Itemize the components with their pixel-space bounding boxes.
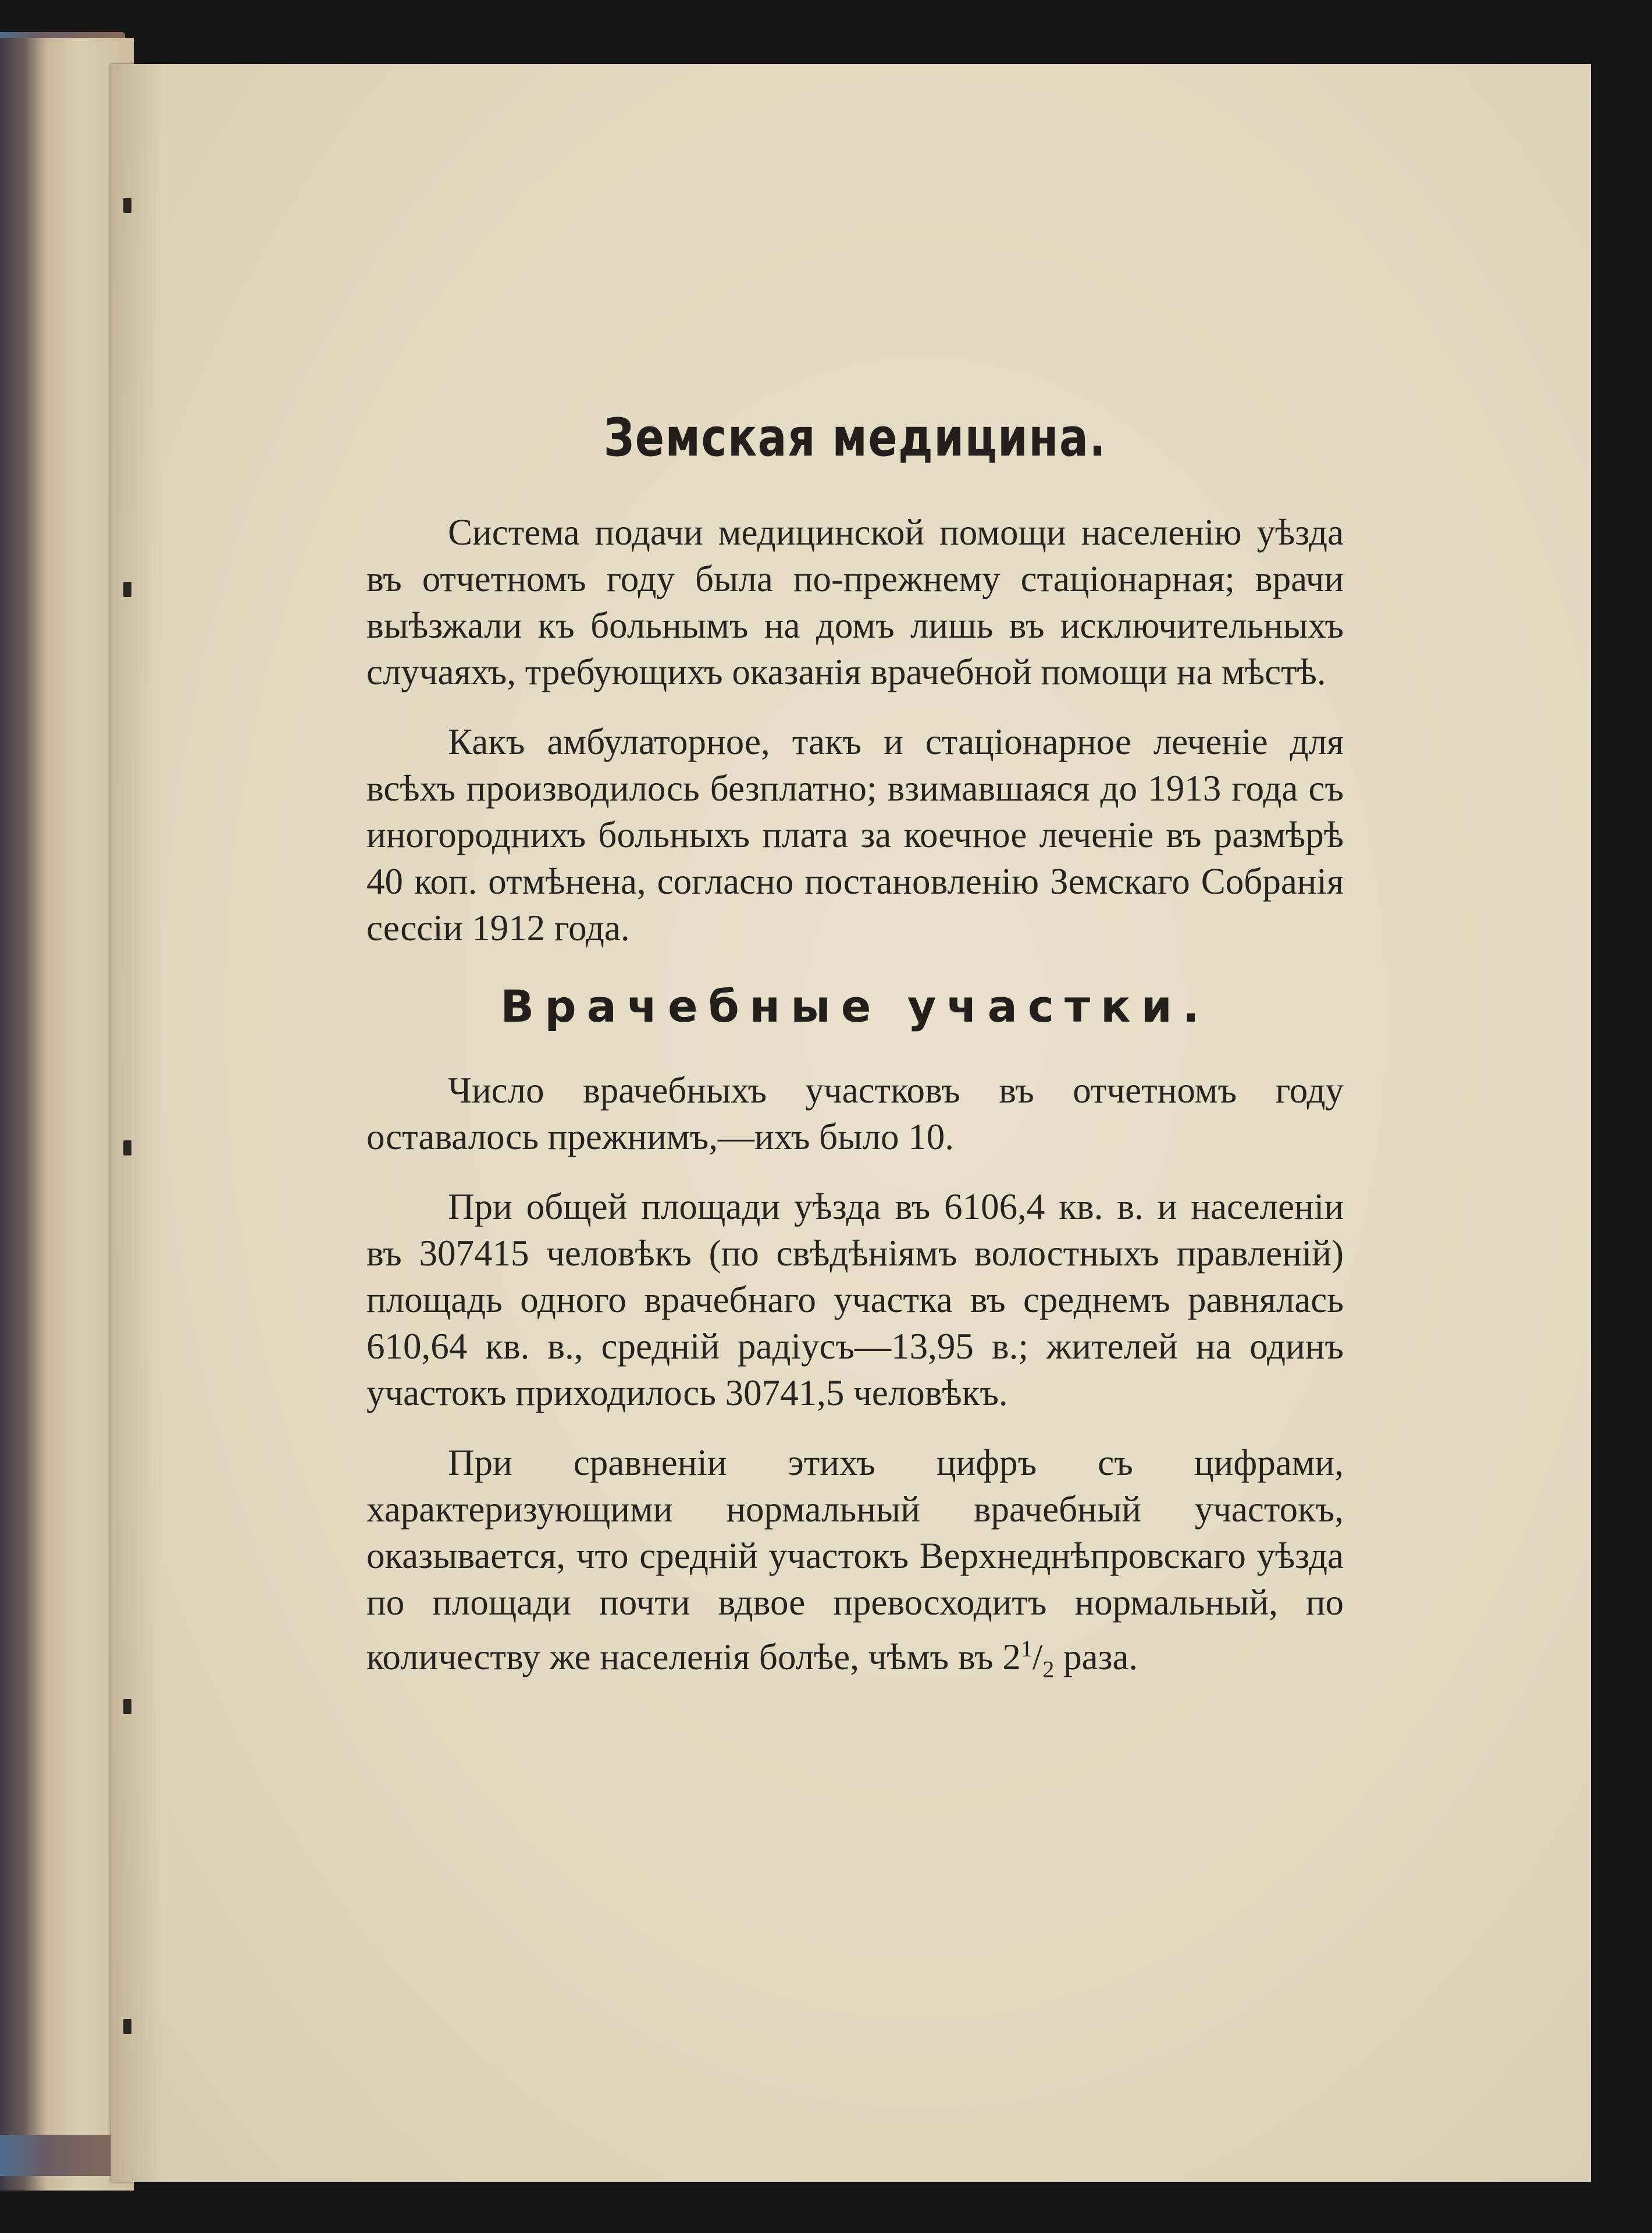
page-content [366,407,1344,1716]
paragraph-last: При сравненіи этихъ цифръ съ цифрами, характеризующими нормальный врачебный участокъ, оказывается, что средній участокъ Верхнеднѣпровскаго уѣзда по площади почти вдвое превосходитъ нормальный, по количеству же населенія болѣе, чѣмъ въ $2^1/_2$ раза. [366,1442,1344,1683]
binding-stitch [123,582,131,597]
paragraph: Система подачи медицинской помощи населенію уѣзда въ отчетномъ году была по-прежнему стаціонарная; врачи выѣзжали къ больнымъ на домъ лишь въ исключительныхъ случаяхъ, требующихъ оказанія врачебной помощи на мѣстѣ. [366,512,1344,692]
fraction-denominator: 2 [1042,1656,1055,1683]
paragraph: Какъ амбулаторное, такъ и стаціонарное леченіе для всѣхъ производилось безплатно; взимавшаяся до 1913 года съ иногороднихъ больныхъ плата за коечное леченіе въ размѣрѣ 40 коп. отмѣнена, согласно постановленію Земскаго Собранія сессіи 1912 года. [366,721,1344,948]
binding-stitch [123,2019,131,2034]
paragraph: Число врачебныхъ участковъ въ отчетномъ году оставалось прежнимъ,—ихъ было 10. [366,1070,1344,1157]
binding-stitch [123,1699,131,1714]
paragraph-tail: раза. [1063,1637,1138,1677]
fraction-whole: 2 [1002,1637,1021,1677]
paragraph: При общей площади уѣзда въ 6106,4 кв. в. и населеніи въ 307415 человѣкъ (по свѣдѣніямъ волостныхъ правленій) площадь одного врачебнаго участка въ среднемъ равнялась 610,64 кв. в., средній радіусъ—13,95 в.; жителей на одинъ участокъ приходилось 30741,5 человѣкъ. [366,1186,1344,1413]
page-title: Земская медицина. [603,407,1107,468]
fraction-numerator: 1 [1020,1635,1032,1662]
paragraph-text: При сравненіи этихъ цифръ съ цифрами, характеризующими нормальный врачебный участокъ, оказывается, что средній участокъ Верхнеднѣпровскаго уѣзда по площади почти вдвое превосходитъ нормальный, по количеству же населенія болѣе, чѣмъ въ [366,1442,1344,1677]
binding-stitch [123,1140,131,1155]
section-heading: Врачебные участки. [500,980,1210,1032]
binding-stitch [123,198,131,213]
